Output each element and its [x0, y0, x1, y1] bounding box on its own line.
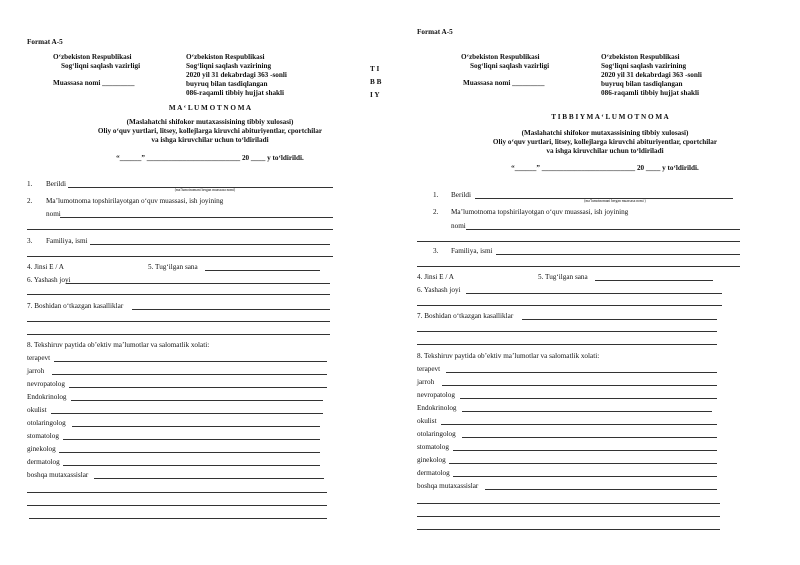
specialist-label: boshqa mutaxassislar: [417, 482, 479, 490]
field-exam-label: 8. Tekshiruv paytida ob’ektiv ma’lumotlar va salomatlik xolati:: [27, 341, 210, 349]
approval-line5: 086-raqamli tibbiy hujjat shakli: [186, 89, 285, 97]
form-title: T I B B I Y M A ‘ L U M O T N O M A: [551, 113, 669, 121]
field-address-label: 6. Yashash joyi: [27, 276, 71, 284]
field-birthdate-label: 5. Tug‘ilgan sana: [148, 263, 198, 271]
ministry-left-line2: Sog‘liqni saqlash vazirligi: [61, 62, 141, 70]
extra-line[interactable]: [29, 518, 327, 519]
specialist-line[interactable]: [59, 452, 320, 453]
extra-line[interactable]: [417, 503, 720, 504]
form-title: M A ‘ L U M O T N O M A: [168, 104, 252, 112]
fold-letters-2: B B: [370, 78, 382, 86]
fold-letters-3: I Y: [370, 91, 380, 99]
field-diseases-line[interactable]: [522, 319, 717, 320]
field-address-line[interactable]: [466, 293, 722, 294]
specialist-label: ginekolog: [417, 456, 446, 464]
specialist-line[interactable]: [54, 361, 327, 362]
field-institution-label: Ma’lumotnoma topshirilayotgan o‘quv muassasi, ish joyining: [46, 197, 224, 205]
field-institution-line2[interactable]: [27, 229, 333, 230]
specialist-label: nevropatolog: [417, 391, 455, 399]
approval-line3: 2020 yil 31 dekabrdagi 363 -sonli: [186, 71, 287, 79]
specialist-line[interactable]: [485, 489, 717, 490]
institution-label: Muassasa nomi _________: [463, 79, 545, 87]
specialist-line[interactable]: [63, 465, 320, 466]
specialist-line[interactable]: [446, 372, 717, 373]
specialist-line[interactable]: [462, 411, 712, 412]
specialist-label: terapevt: [27, 354, 51, 362]
specialist-label: stomatolog: [417, 443, 449, 451]
format-label: Format A-5: [27, 38, 63, 46]
specialist-line[interactable]: [52, 374, 327, 375]
extra-line[interactable]: [417, 529, 720, 530]
specialist-line[interactable]: [94, 478, 324, 479]
field-institution-label: Ma’lumotnoma topshirilayotgan o‘quv muassasi, ish joyining: [451, 208, 629, 216]
specialist-line[interactable]: [453, 476, 717, 477]
specialist-line[interactable]: [72, 426, 320, 427]
specialist-label: dermatolog: [417, 469, 450, 477]
specialist-line[interactable]: [71, 400, 323, 401]
subtitle-2: Oliy o‘quv yurtlari, litsey, kollejlarga kiruvchi abituriyentlar, cportchilar: [97, 127, 323, 135]
subtitle-3: va ishga kiruvchilar uchun to‘ldiriladi: [151, 136, 269, 144]
field-address-line[interactable]: [66, 283, 330, 284]
field-gender-label: 4. Jinsi E / A: [417, 273, 454, 281]
approval-line4: buyruq bilan tasdiqlangan: [186, 80, 268, 88]
approval-line1: O‘zbekiston Respublikasi: [186, 53, 265, 61]
field-diseases-line3[interactable]: [27, 334, 330, 335]
specialist-line[interactable]: [69, 387, 327, 388]
specialist-label: nevropatolog: [27, 380, 65, 388]
field-name-label: Familiya, ismi: [451, 247, 493, 255]
field-institution-label2: nomi: [46, 210, 61, 218]
field-institution-line[interactable]: [60, 217, 333, 218]
field-name-line2[interactable]: [27, 256, 333, 257]
field-institution-line[interactable]: [466, 229, 740, 230]
field-issued-by-label: Berildi: [451, 191, 471, 199]
ministry-left-line1: O‘zbekiston Respublikasi: [53, 53, 132, 61]
field-issued-by-label: Berildi: [46, 180, 66, 188]
specialist-line[interactable]: [63, 439, 320, 440]
date-line: “______” __________________________ 20 ____ y to‘ldirildi.: [116, 154, 304, 162]
date-line: “______” __________________________ 20 ____ y to‘ldirildi.: [511, 164, 699, 172]
field-institution-label2: nomi: [451, 222, 466, 230]
field-2-number: 2.: [433, 208, 439, 216]
field-2-number: 2.: [27, 197, 33, 205]
specialist-label: terapevt: [417, 365, 441, 373]
extra-line[interactable]: [417, 516, 720, 517]
extra-line[interactable]: [27, 505, 327, 506]
field-birthdate-line[interactable]: [205, 270, 320, 271]
field-diseases-line3[interactable]: [417, 344, 717, 345]
field-issued-by-note: (ma’lumotnomani bergan muassasa nomi ): [584, 199, 646, 203]
approval-line4: buyruq bilan tasdiqlangan: [601, 80, 683, 88]
specialist-label: stomatolog: [27, 432, 59, 440]
field-name-line[interactable]: [90, 244, 330, 245]
specialist-label: Endokrinolog: [417, 404, 457, 412]
specialist-line[interactable]: [462, 437, 717, 438]
field-name-line[interactable]: [496, 254, 740, 255]
field-address-line2[interactable]: [27, 294, 330, 295]
approval-line5: 086-raqamli tibbiy hujjat shakli: [601, 89, 700, 97]
specialist-line[interactable]: [442, 385, 717, 386]
field-1-number: 1.: [27, 180, 33, 188]
field-name-line2[interactable]: [417, 266, 740, 267]
specialist-line[interactable]: [441, 424, 717, 425]
approval-line2: Sog‘liqni saqlash vazirining: [601, 62, 687, 70]
specialist-label: dermatolog: [27, 458, 60, 466]
specialist-label: jarroh: [27, 367, 45, 375]
institution-label: Muassasa nomi _________: [53, 79, 135, 87]
specialist-label: ginekolog: [27, 445, 56, 453]
field-address-line2[interactable]: [417, 305, 722, 306]
specialist-label: boshqa mutaxassislar: [27, 471, 89, 479]
subtitle-1: (Maslahatchi shifokor mutaxassisining tibbiy xulosasi): [521, 129, 689, 137]
field-birthdate-line[interactable]: [595, 280, 713, 281]
ministry-left-line2: Sog‘liqni saqlash vazirligi: [470, 62, 550, 70]
fold-letters-1: T I: [370, 65, 380, 73]
specialist-line[interactable]: [449, 463, 717, 464]
specialist-line[interactable]: [453, 450, 717, 451]
field-institution-line2[interactable]: [417, 241, 740, 242]
ministry-left-line1: O‘zbekiston Respublikasi: [461, 53, 540, 61]
field-1-number: 1.: [433, 191, 439, 199]
approval-line2: Sog‘liqni saqlash vazirining: [186, 62, 272, 70]
field-name-label: Familiya, ismi: [46, 237, 88, 245]
specialist-label: okulist: [417, 417, 437, 425]
field-diseases-line2[interactable]: [417, 331, 717, 332]
subtitle-2: Oliy o‘quv yurtlari, litsey, kollejlarga kiruvchi abituriyentlar, cportchilar: [492, 138, 718, 146]
format-label: Format A-5: [417, 28, 453, 36]
field-diseases-line[interactable]: [132, 309, 330, 310]
field-gender-label: 4. Jinsi E / A: [27, 263, 64, 271]
approval-line3: 2020 yil 31 dekabrdagi 363 -sonli: [601, 71, 702, 79]
field-issued-by-note: (ma’lumotnomani bergan muassasa nomi): [174, 188, 236, 192]
field-3-number: 3.: [433, 247, 439, 255]
approval-line1: O‘zbekiston Respublikasi: [601, 53, 680, 61]
subtitle-3: va ishga kiruvchilar uchun to‘ldiriladi: [546, 147, 664, 155]
extra-line[interactable]: [27, 492, 327, 493]
specialist-line[interactable]: [51, 413, 323, 414]
subtitle-1: (Maslahatchi shifokor mutaxassisining tibbiy xulosasi): [126, 118, 294, 126]
specialist-label: otolaringolog: [27, 419, 66, 427]
field-diseases-label: 7. Boshidan o‘tkazgan kasalliklar: [27, 302, 124, 310]
field-3-number: 3.: [27, 237, 33, 245]
specialist-label: Endokrinolog: [27, 393, 67, 401]
specialist-label: okulist: [27, 406, 47, 414]
specialist-line[interactable]: [460, 398, 717, 399]
field-address-label: 6. Yashash joyi: [417, 286, 461, 294]
specialist-label: otolaringolog: [417, 430, 456, 438]
field-birthdate-label: 5. Tug‘ilgan sana: [538, 273, 588, 281]
field-diseases-line2[interactable]: [27, 321, 330, 322]
field-exam-label: 8. Tekshiruv paytida ob’ektiv ma’lumotlar va salomatlik xolati:: [417, 352, 600, 360]
field-diseases-label: 7. Boshidan o‘tkazgan kasalliklar: [417, 312, 514, 320]
specialist-label: jarroh: [417, 378, 435, 386]
